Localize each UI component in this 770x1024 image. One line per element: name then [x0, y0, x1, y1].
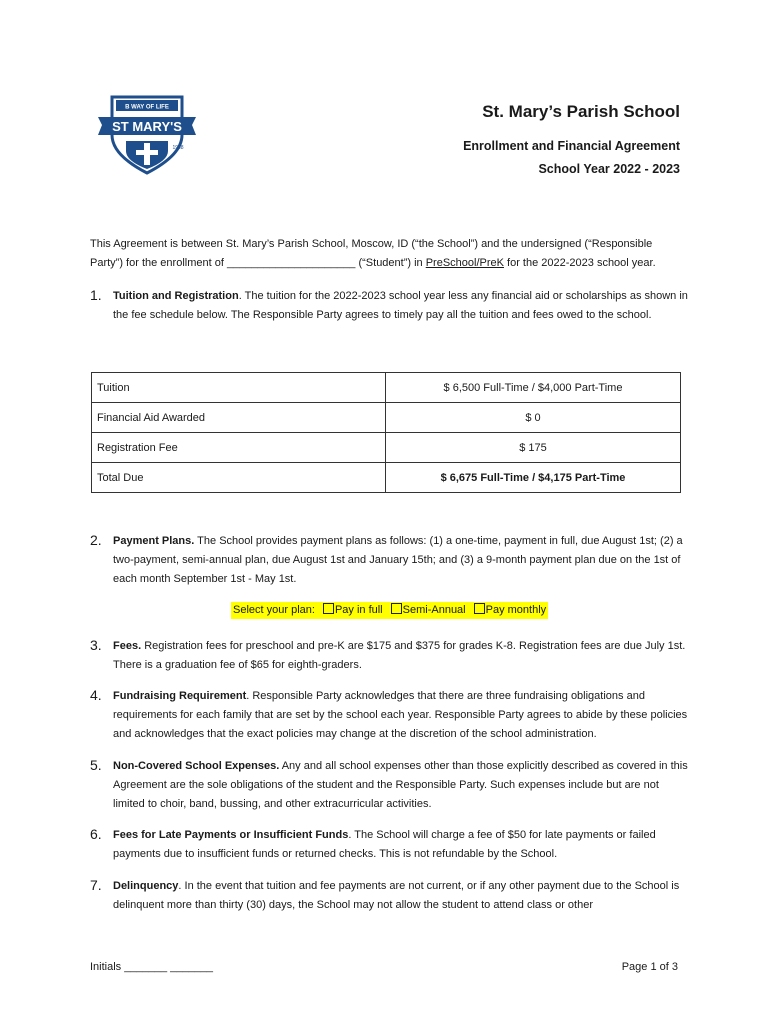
section-heading: Fundraising Requirement — [113, 690, 247, 702]
fee-label: Total Due — [92, 463, 386, 493]
section-number: 2. — [90, 532, 102, 548]
section-heading: Delinquency — [113, 880, 179, 892]
section-text: . Responsible Party acknowledges that there are three fundraising obligations and requirements for each family that are set by the school each year. Responsible Party agrees to abide by these policies and acknowledges that the exact policies may change at the discretion of the school administration. — [113, 690, 688, 740]
intro-line-2a: Party”) for the enrollment of _____________________ (“Student”) in — [90, 257, 426, 269]
intro-paragraph — [90, 235, 690, 273]
fee-value: $ 0 — [386, 403, 681, 433]
intro-line-2b: for the 2022-2023 school year. — [503, 257, 656, 269]
fee-label: Registration Fee — [92, 433, 386, 463]
section-heading: Fees. — [113, 640, 142, 652]
table-row — [92, 403, 681, 433]
section-heading: Non-Covered School Expenses. — [113, 760, 280, 772]
section-number: 5. — [90, 757, 102, 773]
program-name: PreSchool/PreK — [425, 257, 504, 269]
document-subtitle: Enrollment and Financial Agreement — [463, 139, 680, 153]
fee-label: Financial Aid Awarded — [92, 403, 386, 433]
option-label: Pay monthly — [485, 604, 547, 616]
section-text: The School provides payment plans as follows: (1) a one-time, payment in full, due August 1st; (2) a two-payment, semi-annual plan, due August 1st and January 15th; and (3) a 9-month payment plan due on the 1st of each month September 1st - May 1st. — [113, 535, 683, 585]
fee-total-value: $ 6,675 Full-Time / $4,175 Part-Time — [386, 463, 681, 493]
school-year: School Year 2022 - 2023 — [538, 162, 680, 176]
plan-label: Select your plan: — [233, 604, 315, 616]
table-row — [92, 463, 681, 493]
table-row — [92, 433, 681, 463]
section-number: 7. — [90, 877, 102, 893]
section-fundraising — [90, 687, 690, 744]
section-text: Any and all school expenses other than those explicitly described as covered in this Agreement are the sole obligations of the student and the Responsible Party. Such expenses include but are not limited to choir, band, bussing, and other extracurricular activities. — [113, 760, 688, 810]
section-number: 1. — [90, 287, 102, 303]
section-number: 3. — [90, 637, 102, 653]
intro-line-1: This Agreement is between St. Mary’s Parish School, Moscow, ID (“the School”) and the undersigned (“Responsible — [90, 238, 653, 250]
pay-in-full-checkbox[interactable] — [323, 603, 334, 614]
fee-label: Tuition — [92, 373, 386, 403]
section-late-payments — [90, 826, 690, 864]
section-non-covered-expenses — [90, 757, 690, 814]
fee-table — [91, 372, 681, 493]
option-label: Semi-Annual — [402, 604, 466, 616]
option-label: Pay in full — [334, 604, 383, 616]
page-number: Page 1 of 3 — [621, 961, 678, 973]
section-text: . The tuition for the 2022-2023 school year less any financial aid or scholarships as shown in the fee schedule below. The Responsible Party agrees to timely pay all the tuition and fees owed to the school. — [113, 290, 688, 321]
fee-value: $ 6,500 Full-Time / $4,000 Part-Time — [386, 373, 681, 403]
section-heading: Fees for Late Payments or Insufficient Funds — [113, 829, 349, 841]
logo-name-text: ST MARY'S — [112, 119, 182, 134]
plan-selector — [231, 602, 548, 619]
fee-value: $ 175 — [386, 433, 681, 463]
section-delinquency — [90, 877, 690, 915]
section-payment-plans — [90, 532, 690, 589]
table-row — [92, 373, 681, 403]
logo-year-text: 1908 — [172, 145, 184, 151]
section-text: Registration fees for preschool and pre-K are $175 and $375 for grades K-8. Registration fees are due July 1st. There is a graduation fee of $65 for eighth-graders. — [113, 640, 686, 671]
section-text: . In the event that tuition and fee payments are not current, or if any other payment due to the School is delinquent more than thirty (30) days, the School may not allow the student to attend class or other — [113, 880, 680, 911]
section-heading: Payment Plans. — [113, 535, 195, 547]
section-number: 4. — [90, 687, 102, 703]
school-crest-logo — [96, 91, 198, 175]
section-number: 6. — [90, 826, 102, 842]
section-tuition — [90, 287, 690, 325]
section-text: . The School will charge a fee of $50 for late payments or failed payments due to insufficient funds or returned checks. This is not refundable by the School. — [113, 829, 656, 860]
logo-banner-text: B WAY OF LIFE — [125, 104, 169, 111]
semi-annual-checkbox[interactable] — [391, 603, 402, 614]
initials-line: Initials _______ _______ — [90, 961, 213, 973]
section-heading: Tuition and Registration — [113, 290, 239, 302]
pay-monthly-checkbox[interactable] — [474, 603, 485, 614]
section-fees — [90, 637, 690, 675]
page-title: St. Mary’s Parish School — [482, 102, 680, 121]
